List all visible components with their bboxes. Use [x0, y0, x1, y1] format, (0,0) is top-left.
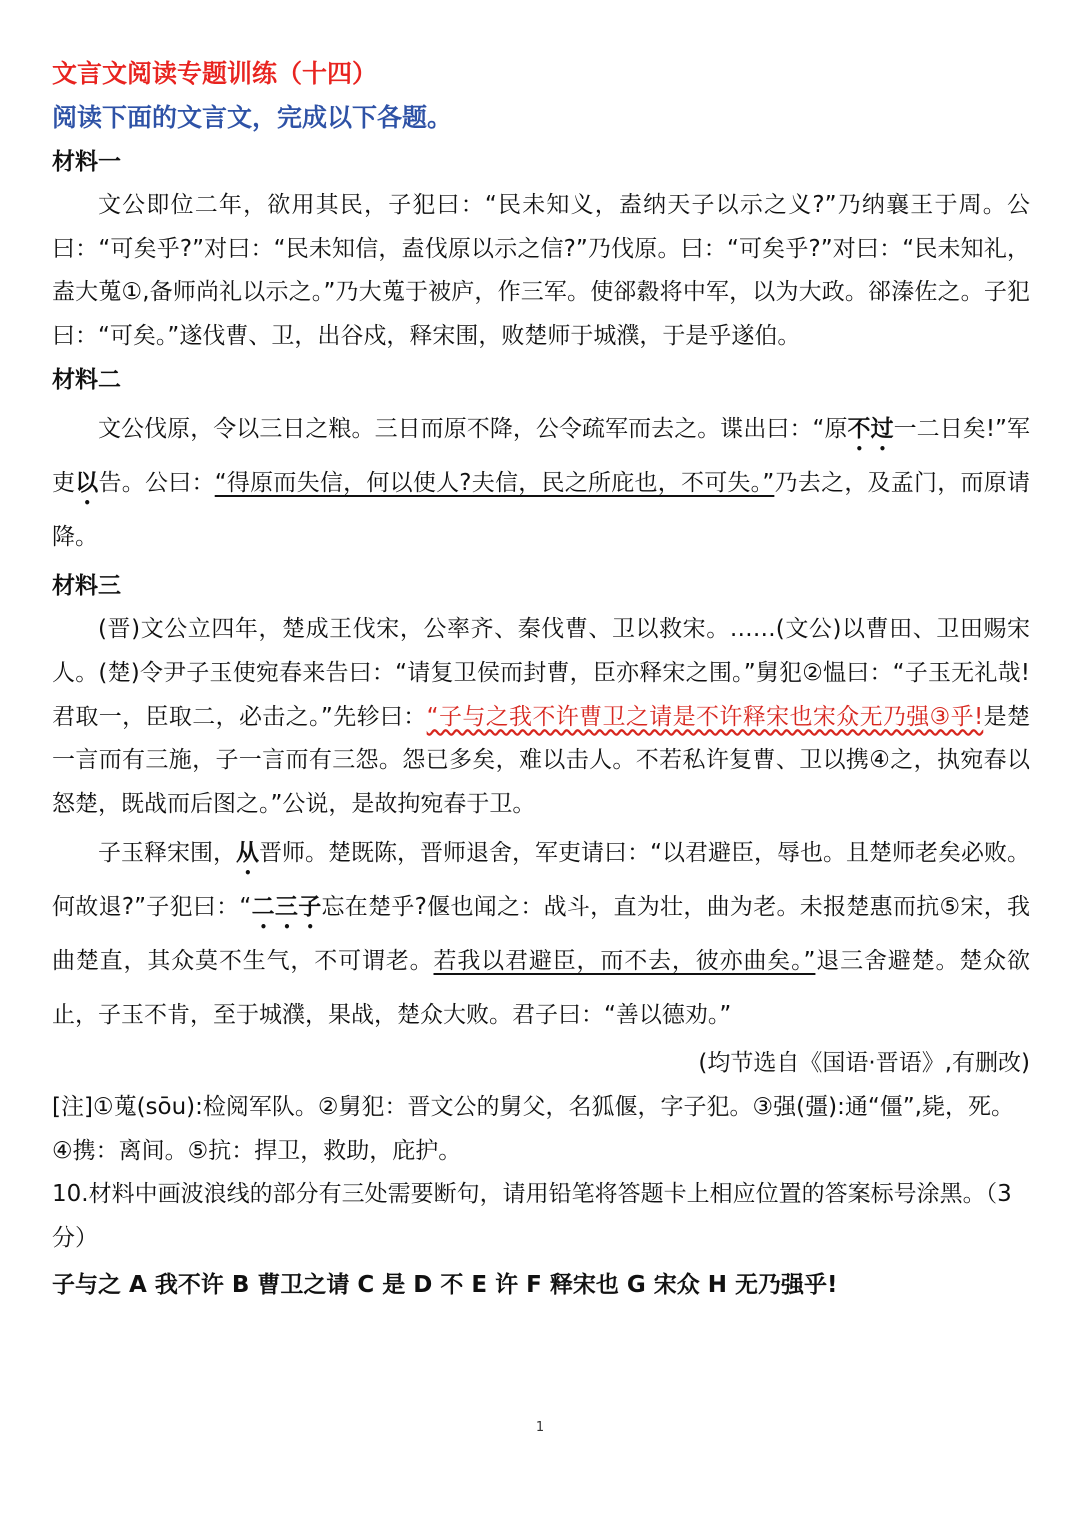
- material-three-para-two: [52, 826, 1030, 1042]
- source-note: (均节选自《国语·晋语》,有删改): [698, 1050, 1030, 1077]
- m2-text-3: 告。公曰：: [98, 470, 215, 497]
- m3-text-2d: 退三舍避楚。楚众欲止，子玉不肯，至于城濮，果战，楚众大败。君子曰：“善以德劝。”: [52, 948, 1031, 1029]
- material-three-para-one: [52, 608, 1030, 826]
- m2-dotted-bugu: 不过: [847, 416, 894, 443]
- question-10-options: 子与之 A 我不许 B 曹卫之请 C 是 D 不 E 许 F 释宋也 G 宋众 H 无乃强乎!: [52, 1272, 838, 1299]
- material-one-heading: 材料一: [52, 149, 121, 175]
- m3-text-2a: 子玉释宋围，: [98, 840, 237, 867]
- m3-dotted-ersanzi: 二三子: [251, 894, 322, 921]
- question-10: 10.材料中画波浪线的部分有三处需要断句，请用铅笔将答题卡上相应位置的答案标号涂黑。（3 分）: [52, 1181, 1012, 1251]
- m3-text-2c: 忘在楚乎?偃也闻之：战斗，直为壮，曲为老。未报楚惠而抗⑤宋，我曲楚直，其众莫不生气，不可谓老。: [52, 894, 1031, 975]
- annotations: [注]①蒐(sōu):检阅军队。②舅犯：晋文公的舅父，名狐偃，字子犯。③强(彊):通“僵”,毙，死。④携：离间。⑤抗：捍卫，救助，庇护。: [52, 1093, 1014, 1164]
- m2-text-4: 乃去之，及孟门，而原请降。: [52, 470, 1031, 551]
- doc-instruction: 阅读下面的文言文，完成以下各题。: [52, 103, 453, 132]
- m2-text-1: 文公伐原，令以三日之粮。三日而原不降，公令疏军而去之。谍出曰：“原: [98, 416, 848, 443]
- material-three-heading: 材料三: [52, 573, 121, 600]
- m3-wavy-sentence: “子与之我不许曹卫之请是不许释宋也宋众无乃强③乎!: [426, 703, 984, 730]
- m2-text-2: 一二日矣!”军吏: [52, 416, 1031, 497]
- m2-dotted-yi: 以: [75, 470, 99, 497]
- page-number: 1: [535, 1420, 545, 1435]
- m3-text-1b: 是楚一言而有三施，子一言而有三怨。怨已多矣，难以击人。不若私许复曹、卫以携④之，执宛春以怒楚，既战而后图之。”公说，是故拘宛春于卫。: [52, 703, 1031, 817]
- material-two-text: [52, 402, 1030, 564]
- m3-text-1a: (晋)文公立四年，楚成王伐宋，公率齐、秦伐曹、卫以救宋。……(文公)以曹田、卫田赐宋人。(楚)令尹子玉使宛春来告曰：“请复卫侯而封曹，臣亦释宋之围。”舅犯②愠曰：“子玉无礼哉!君取一，臣取二，必击之。”先轸曰：: [52, 616, 1030, 730]
- document-page: [52, 52, 1030, 1310]
- material-two-heading: 材料二: [52, 367, 121, 394]
- m2-underlined-sentence: “得原而失信，何以使人?夫信，民之所庇也，不可失。”: [214, 470, 775, 497]
- m3-underlined-sentence: 若我以君避臣，而不去，彼亦曲矣。”: [433, 948, 816, 975]
- doc-title: 文言文阅读专题训练（十四）: [52, 59, 378, 88]
- material-one-text: 文公即位二年，欲用其民，子犯曰：“民未知义，盍纳天子以示之义?”乃纳襄王于周。公曰：“可矣乎?”对曰：“民未知信，盍伐原以示之信?”乃伐原。曰：“可矣乎?”对曰：“民未知礼，盍大蒐①,备师尚礼以示之。”乃大蒐于被庐，作三军。使郤縠将中军，以为大政。郤溱佐之。子犯曰：“可矣。”遂伐曹、卫，出谷戍，释宋围，败楚师于城濮，于是乎遂伯。: [52, 192, 1030, 349]
- m3-text-2b: 晋师。楚既陈，晋师退舍，军吏请曰：“以君避臣，辱也。且楚师老矣必败。何故退?”子犯曰：“: [52, 840, 1031, 921]
- m3-dotted-cong: 从: [236, 840, 260, 867]
